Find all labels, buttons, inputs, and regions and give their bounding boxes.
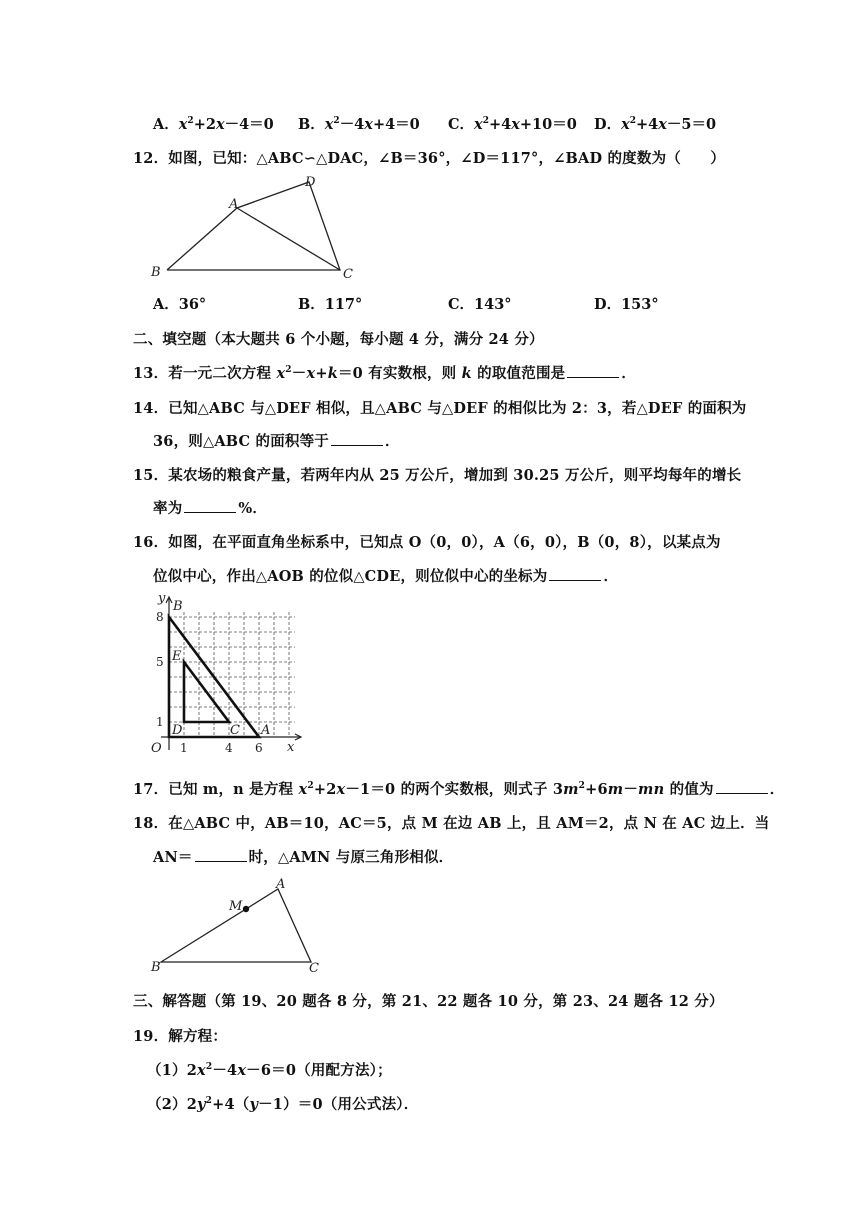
q15-stem-line2: 率为 %． <box>153 500 268 517</box>
q12-option-c: C．143° <box>448 296 512 313</box>
q13-answer-blank[interactable] <box>567 363 619 378</box>
q19-title: 19．解方程： <box>133 1028 228 1045</box>
q12-option-a: A．36° <box>153 296 207 313</box>
q18-stem-line2: AN＝ 时，△AMN 与原三角形相似． <box>153 849 454 866</box>
q16-stem-line1: 16．如图，在平面直角坐标系中，已知点 O（0，0），A（6，0），B（0，8），以某点为 <box>133 534 721 551</box>
q18-label-m: M <box>229 899 243 914</box>
q16-label-c: C <box>230 723 240 738</box>
q11-option-c: C．$x^2+4x+10=0$ <box>448 116 577 133</box>
q12-stem: 12．如图，已知：△ABC∽△DAC，∠B＝36°，∠D＝117°，∠BAD 的度数为（ ） <box>133 150 726 167</box>
q18-label-b: B <box>151 960 161 975</box>
q16-label-x: x <box>287 740 295 755</box>
q12-figure <box>145 172 365 284</box>
q12-option-b: B．117° <box>298 296 363 313</box>
q16-label-y: y <box>158 591 166 606</box>
q11-option-d: D．$x^2+4x-5=0$ <box>594 116 717 133</box>
q16-tick-6: 6 <box>255 741 263 755</box>
q18-stem-line1: 18．在△ABC 中，AB＝10，AC＝5，点 M 在边 AB 上，且 AM＝2，点 N 在 AC 边上．当 <box>133 815 770 832</box>
q16-label-b: B <box>173 599 183 614</box>
q12-label-d: D <box>305 175 316 190</box>
section-2-heading: 二、填空题（本大题共 6 个小题，每小题 4 分，满分 24 分） <box>133 331 544 348</box>
q12-label-a: A <box>229 197 239 212</box>
q15-stem-line1: 15．某农场的粮食产量，若两年内从 25 万公斤，增加到 30.25 万公斤，则平均每年的增长 <box>133 467 742 484</box>
section-3-heading: 三、解答题（第 19、20 题各 8 分，第 21、22 题各 10 分，第 23、24 题各 12 分） <box>133 993 724 1010</box>
q19-part-1: $(1)2x^2-4x-6=0$（用配方法）； <box>147 1062 392 1079</box>
q16-answer-blank[interactable] <box>549 566 601 581</box>
q14-stem-line1: 14．已知△ABC 与△DEF 相似，且△ABC 与△DEF 的相似比为 2：3，若△DEF 的面积为 <box>133 400 747 417</box>
q12-option-d: D．153° <box>594 296 659 313</box>
q19-part-2: $(2)2y^2+4(y-1)=0$（用公式法）． <box>147 1096 419 1113</box>
q17-stem: 17．已知 m，n 是方程 $x^2+2x-1=0$ 的两个实数根，则式子 $3m^2+6m-mn$ 的值为 ． <box>133 781 785 798</box>
q16-coordinate-figure <box>145 590 315 760</box>
q16-tick-5: 5 <box>156 655 164 669</box>
q17-answer-blank[interactable] <box>716 779 768 794</box>
q11-option-b: B．$x^2-4x+4=0$ <box>298 116 420 133</box>
q16-stem-line2: 位似中心，作出△AOB 的位似△CDE，则位似中心的坐标为 ． <box>153 568 619 585</box>
q15-answer-blank[interactable] <box>184 498 236 513</box>
q16-tick-1-y: 1 <box>156 715 164 729</box>
q14-stem-line2: 36，则△ABC 的面积等于 ． <box>153 433 400 450</box>
q18-label-c: C <box>309 961 319 976</box>
q16-label-a: A <box>261 723 271 738</box>
q16-label-d: D <box>172 723 183 738</box>
q11-option-a: A．$x^2+2x-4=0$ <box>153 116 274 133</box>
q18-answer-blank[interactable] <box>195 847 247 862</box>
q16-tick-4: 4 <box>225 741 233 755</box>
q16-tick-8: 8 <box>156 610 164 624</box>
q13-stem: 13．若一元二次方程 $x^2-x+k=0$ 有实数根，则 k 的取值范围是 ． <box>133 365 637 382</box>
q16-label-o: O <box>151 741 162 756</box>
q14-answer-blank[interactable] <box>331 431 383 446</box>
q18-label-a: A <box>276 877 286 892</box>
q16-label-e: E <box>172 649 182 664</box>
q12-label-c: C <box>343 267 353 282</box>
q18-figure <box>145 872 345 982</box>
q12-label-b: B <box>151 265 161 280</box>
q16-tick-1-x: 1 <box>180 741 188 755</box>
